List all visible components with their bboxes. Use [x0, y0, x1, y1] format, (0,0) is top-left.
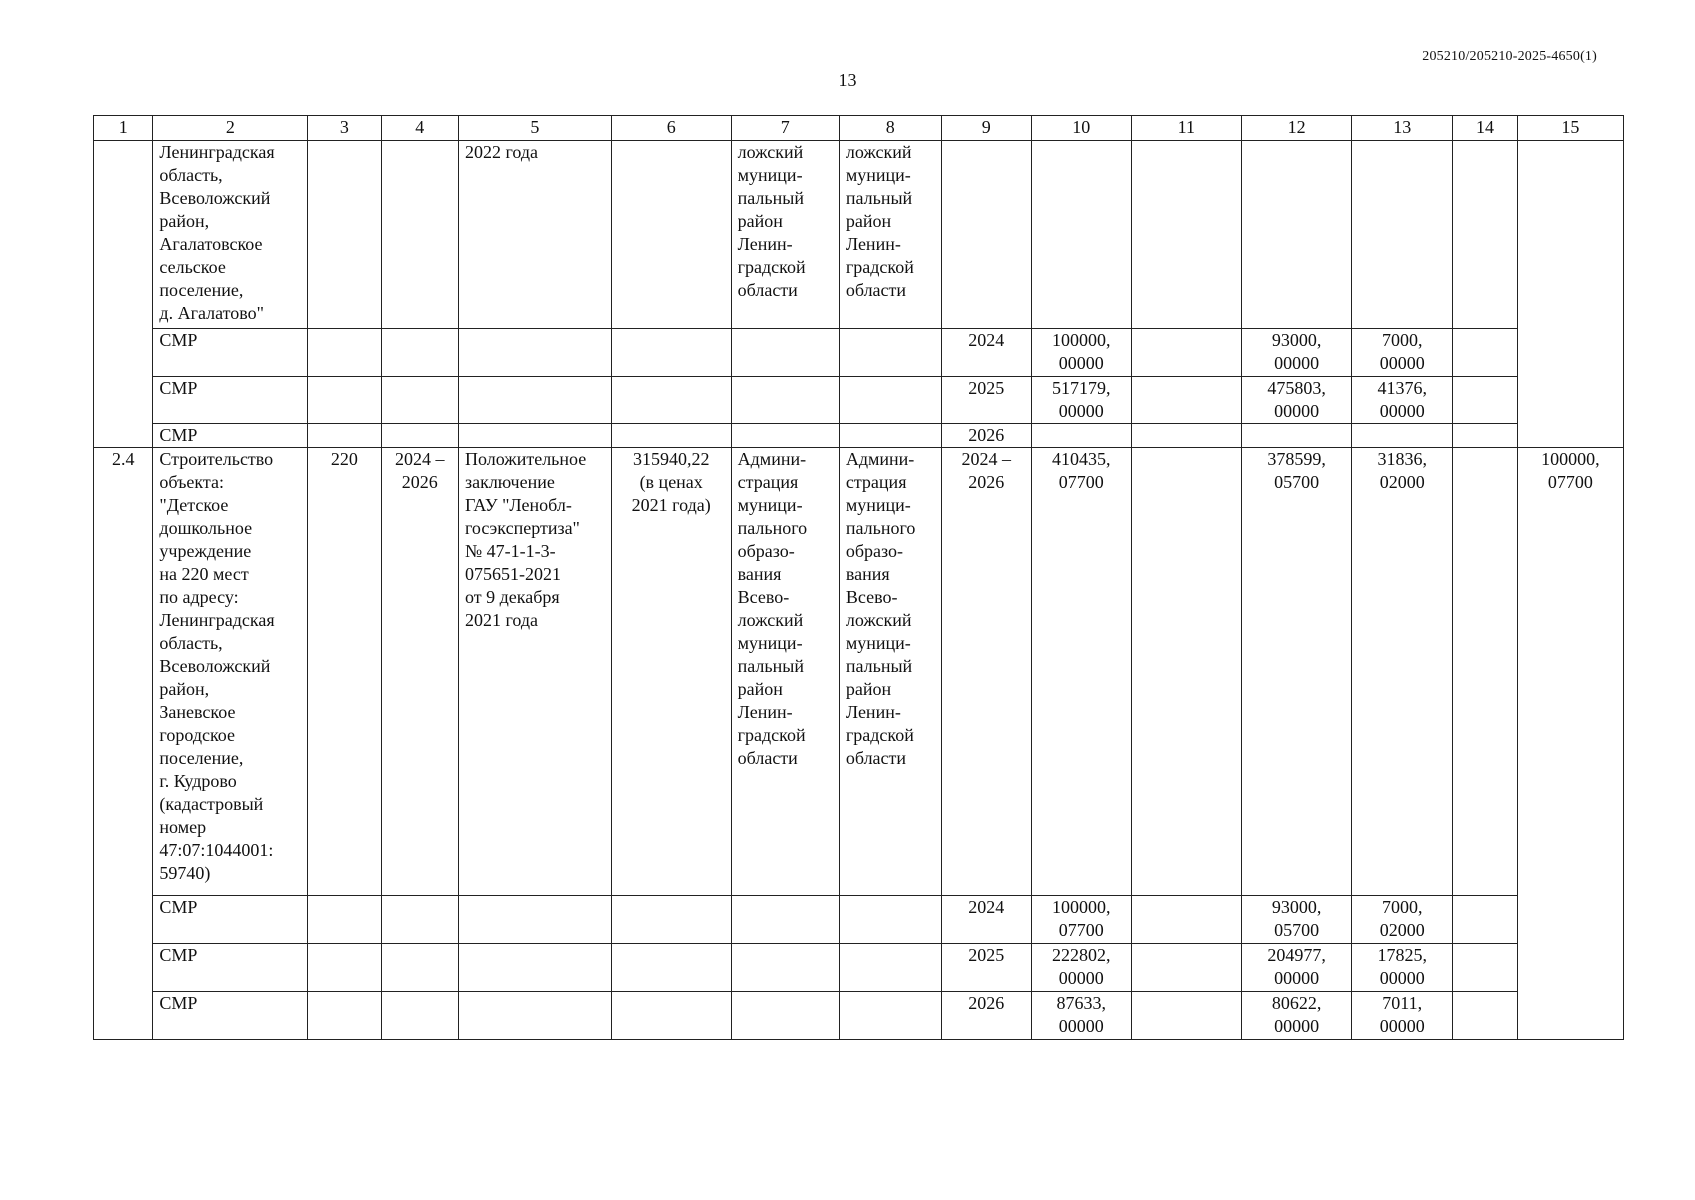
header-cell: 5	[458, 116, 611, 141]
header-cell: 7	[731, 116, 839, 141]
contractor-cell: Админи- страция муници- пального образо- вания Всево- ложский муници- пальный район Ленин- градской области	[839, 448, 941, 896]
stage-cell: СМР	[153, 424, 308, 448]
capacity-cell: 220	[308, 448, 381, 896]
amount-cell: 204977, 00000	[1241, 944, 1351, 992]
table-row	[94, 944, 1624, 992]
amount-cell: 17825, 00000	[1352, 944, 1453, 992]
header-cell: 4	[381, 116, 458, 141]
table-cell	[1352, 141, 1453, 329]
amount-cell: 31836, 02000	[1352, 448, 1453, 896]
amount-cell: 41376, 00000	[1352, 377, 1453, 424]
header-row	[94, 116, 1624, 141]
object-name-cell: Строительство объекта: "Детское дошкольное учреждение на 220 мест по адресу: Ленинградская область, Всеволожский район, Заневское городское поселение, г. Кудрово (кадастровый номер 47:07:1044001: 59740)	[153, 448, 308, 896]
header-cell: 15	[1517, 116, 1623, 141]
table-cell	[611, 141, 731, 329]
header-cell: 12	[1241, 116, 1351, 141]
expertise-cell: 2022 года	[458, 141, 611, 329]
table-row	[94, 992, 1624, 1040]
table-row	[94, 329, 1624, 377]
header-cell: 10	[1031, 116, 1131, 141]
table-cell	[1517, 141, 1623, 448]
table-cell	[308, 141, 381, 329]
customer-cell: ложский муници- пальный район Ленин- градской области	[731, 141, 839, 329]
table-cell	[1131, 141, 1241, 329]
customer-cell: Админи- страция муници- пального образо- вания Всево- ложский муници- пальный район Ленин- градской области	[731, 448, 839, 896]
period-cell: 2024 – 2026	[381, 448, 458, 896]
amount-cell: 80622, 00000	[1241, 992, 1351, 1040]
expertise-cell: Положительное заключение ГАУ "Ленобл- госэкспертиза" № 47-1-1-3- 075651-2021 от 9 декабря 2021 года	[458, 448, 611, 896]
year-cell: 2025	[941, 377, 1031, 424]
header-cell: 9	[941, 116, 1031, 141]
amount-cell: 100000, 00000	[1031, 329, 1131, 377]
header-cell: 8	[839, 116, 941, 141]
table-row	[94, 141, 1624, 329]
amount-cell: 7000, 02000	[1352, 896, 1453, 944]
table-cell	[1453, 141, 1518, 329]
amount-cell: 410435, 07700	[1031, 448, 1131, 896]
year-cell: 2024	[941, 896, 1031, 944]
table-row	[94, 377, 1624, 424]
year-cell: 2026	[941, 424, 1031, 448]
header-cell: 3	[308, 116, 381, 141]
stage-cell: СМР	[153, 992, 308, 1040]
stage-cell: СМР	[153, 944, 308, 992]
table-row	[94, 896, 1624, 944]
page-number: 13	[838, 70, 857, 90]
row-number-cell: 2.4	[94, 448, 153, 1040]
table-cell	[1131, 448, 1241, 896]
amount-cell: 93000, 05700	[1241, 896, 1351, 944]
header-cell: 2	[153, 116, 308, 141]
years-cell: 2024 – 2026	[941, 448, 1031, 896]
amount-cell: 378599, 05700	[1241, 448, 1351, 896]
table-cell	[1453, 448, 1518, 896]
year-cell: 2025	[941, 944, 1031, 992]
year-cell: 2024	[941, 329, 1031, 377]
cost-cell: 315940,22 (в ценах 2021 года)	[611, 448, 731, 896]
stage-cell: СМР	[153, 377, 308, 424]
header-cell: 6	[611, 116, 731, 141]
budget-table	[93, 115, 1624, 1040]
amount-cell: 87633, 00000	[1031, 992, 1131, 1040]
table-cell	[1031, 141, 1131, 329]
header-cell: 11	[1131, 116, 1241, 141]
table-row	[94, 424, 1624, 448]
header-cell: 14	[1453, 116, 1518, 141]
amount-cell: 475803, 00000	[1241, 377, 1351, 424]
table-cell	[941, 141, 1031, 329]
header-cell: 13	[1352, 116, 1453, 141]
contractor-cell: ложский муници- пальный район Ленин- градской области	[839, 141, 941, 329]
amount-cell: 100000, 07700	[1031, 896, 1131, 944]
table-cell	[381, 141, 458, 329]
object-name-cell: Ленинградская область, Всеволожский район, Агалатовское сельское поселение, д. Агалатово"	[153, 141, 308, 329]
amount-cell: 100000, 07700	[1517, 448, 1623, 1040]
stage-cell: СМР	[153, 329, 308, 377]
amount-cell: 7000, 00000	[1352, 329, 1453, 377]
amount-cell: 222802, 00000	[1031, 944, 1131, 992]
table-cell	[94, 141, 153, 448]
year-cell: 2026	[941, 992, 1031, 1040]
document-id: 205210/205210-2025-4650(1)	[1422, 49, 1597, 64]
table-cell	[1241, 141, 1351, 329]
amount-cell: 517179, 00000	[1031, 377, 1131, 424]
stage-cell: СМР	[153, 896, 308, 944]
header-cell: 1	[94, 116, 153, 141]
amount-cell: 7011, 00000	[1352, 992, 1453, 1040]
amount-cell: 93000, 00000	[1241, 329, 1351, 377]
table-row	[94, 448, 1624, 896]
